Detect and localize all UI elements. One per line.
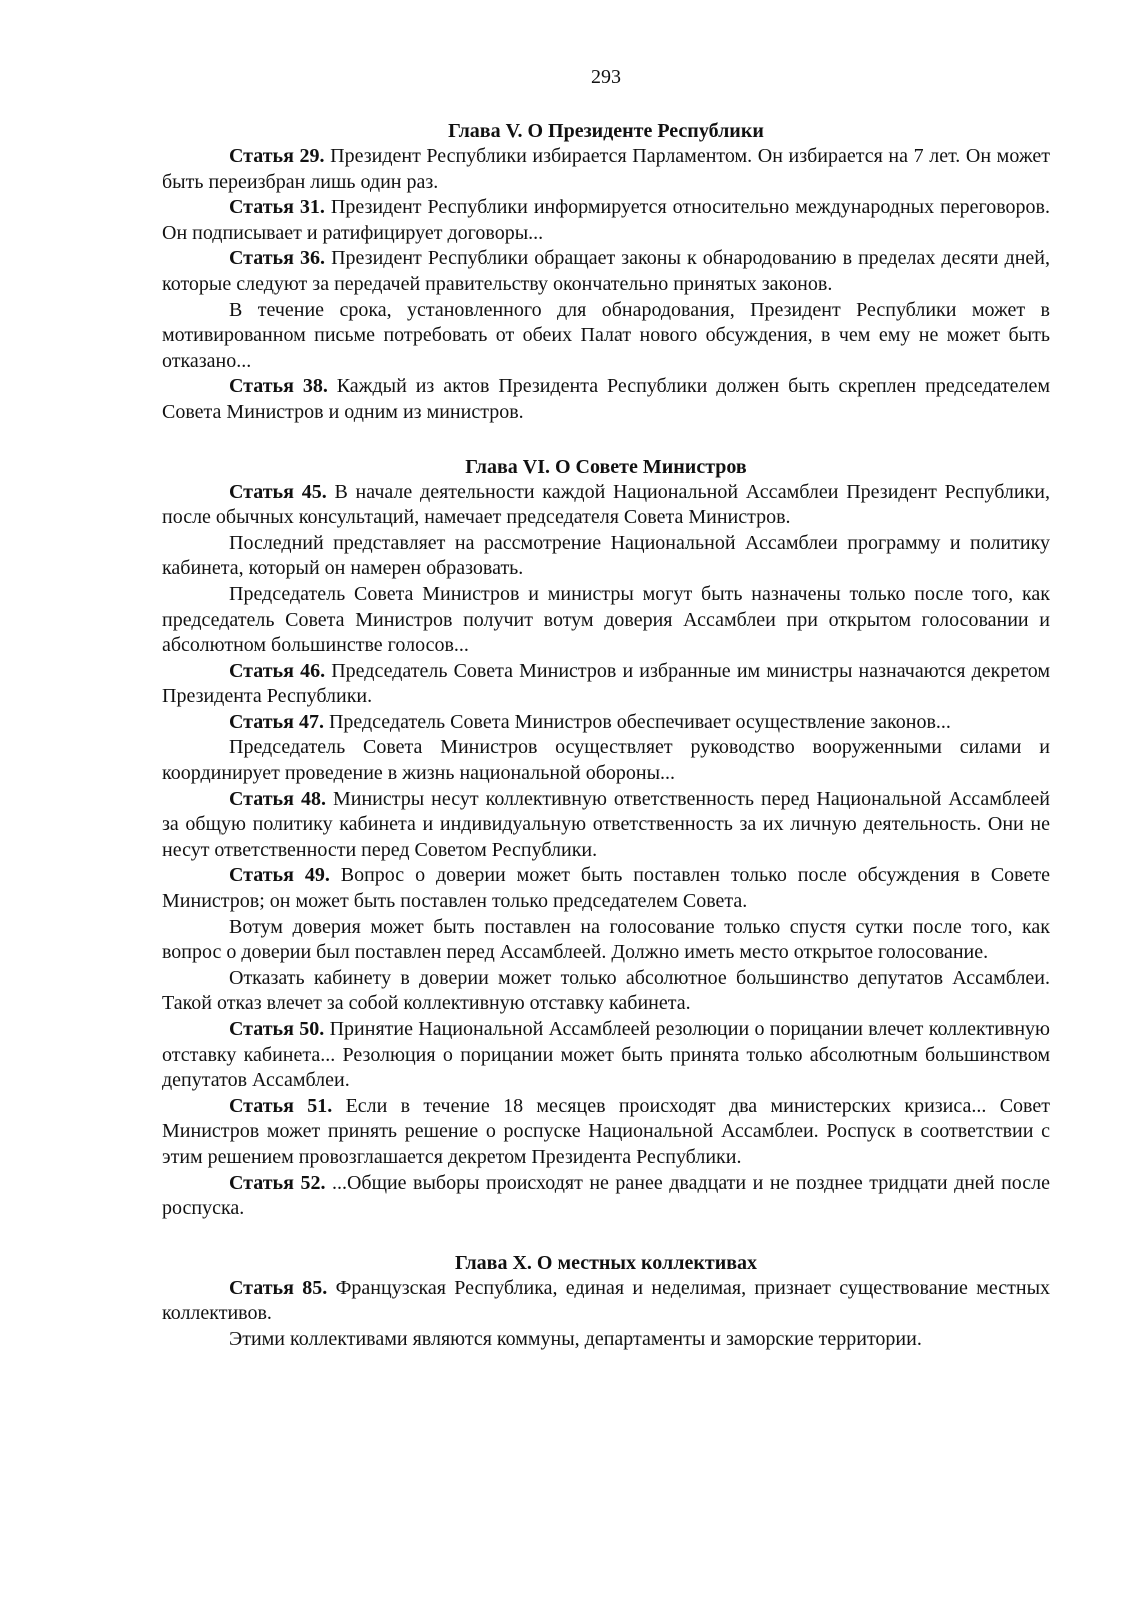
- article-label: Статья 38.: [229, 375, 328, 398]
- page-number: 293: [591, 66, 621, 88]
- article-paragraph: [162, 246, 1050, 297]
- article-text: Председатель Совета Министров и министры могут быть назначены только после того, как председатель Совета Министров получит вотум доверия Ассамблеи при открытом голосовании и абсолютном большинстве голосов...: [162, 582, 1050, 657]
- article-text: В начале деятельности каждой Национальной Ассамблеи Президент Республики, после обычных консультаций, намечает председателя Совета Министров.: [162, 480, 1050, 529]
- article-paragraph: [162, 1276, 1050, 1327]
- article-paragraph: [162, 298, 1050, 375]
- article-text: Этими коллективами являются коммуны, департаменты и заморские территории.: [229, 1327, 922, 1350]
- article-text: Президент Республики обращает законы к обнародованию в пределах десяти дней, которые следуют за передачей правительству окончательно принятых законов.: [162, 247, 1050, 295]
- article-text: Председатель Совета Министров обеспечивает осуществление законов...: [323, 710, 951, 733]
- article-paragraph: [162, 659, 1050, 710]
- article-label: Статья 48.: [229, 787, 326, 810]
- article-text: Президент Республики информируется относительно международных переговоров. Он подписывает и ратифицирует договоры...: [162, 196, 1050, 244]
- article-text: Вопрос о доверии может быть поставлен только после обсуждения в Совете Министров; он может быть поставлен только председателем Совета.: [162, 864, 1051, 913]
- chapter-title: Глава V. О Президенте Республики: [448, 120, 764, 142]
- article-text: В течение срока, установленного для обнародования, Президент Республики может в мотивированном письме потребовать от обеих Палат нового обсуждения, в чем ему не может быть отказано...: [162, 298, 1050, 372]
- article-text: Отказать кабинету в доверии может только абсолютное большинство депутатов Ассамблеи. Такой отказ влечет за собой коллективную отставку кабинета.: [162, 966, 1050, 1015]
- article-text: Председатель Совета Министров и избранные им министры назначаются декретом Президента Республики.: [162, 659, 1050, 708]
- chapter-title: Глава X. О местных коллективах: [454, 1251, 758, 1274]
- article-label: Статья 49.: [229, 864, 330, 887]
- article-text: Последний представляет на рассмотрение Национальной Ассамблеи программу и политику кабинета, который он намерен образовать.: [162, 531, 1050, 580]
- article-label: Статья 85.: [229, 1276, 328, 1299]
- article-paragraph: [162, 966, 1050, 1017]
- article-label: Статья 36.: [229, 247, 326, 270]
- article-paragraph: [162, 915, 1050, 966]
- article-paragraph: [162, 531, 1050, 582]
- article-paragraph: [162, 1094, 1050, 1171]
- article-text: Принятие Национальной Ассамблеей резолюции о порицании влечет коллективную отставку кабинета... Резолюция о порицании может быть принята только абсолютным большинством депутатов Ассамблеи.: [162, 1018, 1051, 1092]
- article-label: Статья 31.: [229, 196, 325, 219]
- article-text: Каждый из актов Президента Республики должен быть скреплен председателем Совета Министров и одним из министров.: [162, 375, 1051, 423]
- chapter-section: [162, 454, 1050, 1222]
- article-text: Если в течение 18 месяцев происходят два министерских кризиса... Совет Министров может принять решение о роспуске Национальной Ассамблеи. Роспуск в соответствии с этим решением провозглашается декретом Президента Республики.: [162, 1094, 1050, 1168]
- article-paragraph: [162, 195, 1050, 246]
- article-paragraph: [162, 735, 1050, 786]
- article-text: Президент Республики избирается Парламентом. Он избирается на 7 лет. Он может быть переизбран лишь один раз.: [162, 145, 1050, 193]
- article-paragraph: [162, 710, 1050, 736]
- article-text: Председатель Совета Министров осуществляет руководство вооруженными силами и координирует проведение в жизнь национальной обороны...: [162, 736, 1050, 785]
- article-text: ...Общие выборы происходят не ранее двадцати и не позднее тридцати дней после роспуска.: [162, 1171, 1051, 1220]
- article-paragraph: [162, 1327, 1050, 1353]
- article-label: Статья 47.: [229, 710, 324, 733]
- article-paragraph: [162, 787, 1050, 864]
- article-label: Статья 50.: [229, 1018, 325, 1040]
- article-label: Статья 52.: [229, 1171, 326, 1194]
- article-label: Статья 46.: [229, 659, 326, 682]
- chapter-section: [162, 1250, 1050, 1353]
- article-paragraph: [162, 480, 1050, 531]
- article-label: Статья 29.: [229, 145, 325, 167]
- article-label: Статья 45.: [229, 480, 327, 503]
- article-text: Французская Республика, единая и неделимая, признает существование местных коллективов.: [162, 1276, 1051, 1325]
- document-page: [162, 64, 1050, 1381]
- article-text: Министры несут коллективную ответственность перед Национальной Ассамблеей за общую политику кабинета и индивидуальную ответственность за их личную деятельность. Они не несут ответственности перед Советом Республики.: [162, 787, 1050, 861]
- article-label: Статья 51.: [229, 1094, 333, 1117]
- article-paragraph: [162, 1017, 1050, 1094]
- chapter-section: [162, 118, 1050, 426]
- chapter-title: Глава VI. О Совете Министров: [465, 455, 747, 478]
- article-paragraph: [162, 582, 1050, 659]
- article-paragraph: [162, 1171, 1050, 1222]
- article-text: Вотум доверия может быть поставлен на голосование только спустя сутки после того, как вопрос о доверии был поставлен перед Ассамблеей. Должно иметь место открытое голосование.: [162, 915, 1050, 964]
- article-paragraph: [162, 863, 1050, 914]
- article-paragraph: [162, 144, 1050, 195]
- article-paragraph: [162, 374, 1050, 425]
